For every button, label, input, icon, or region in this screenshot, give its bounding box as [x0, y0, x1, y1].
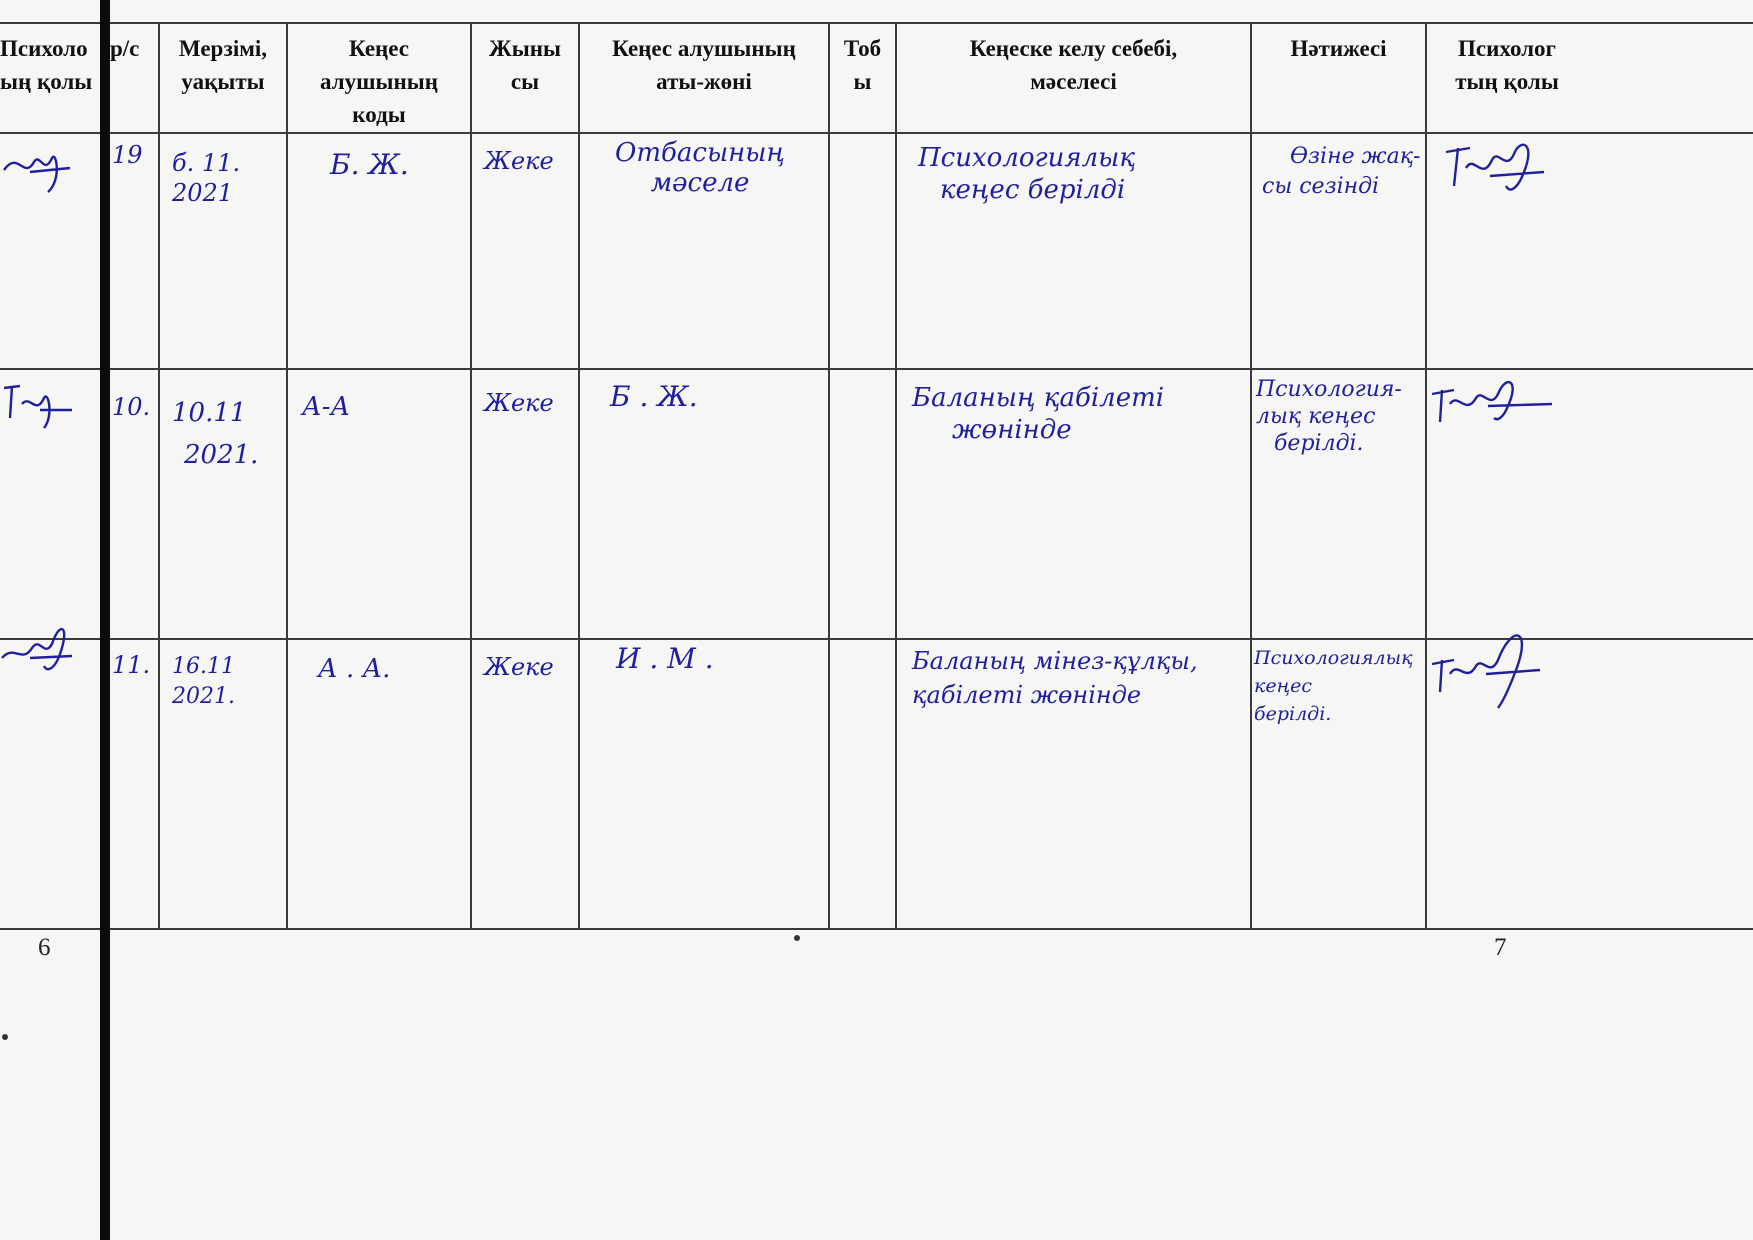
header-psych-sign: Психолог тың қолы: [1455, 36, 1559, 94]
row-gender: Жеке: [484, 389, 554, 417]
header-date-time: Мерзімі, уақыты: [178, 36, 268, 94]
scan-dot: [2, 1034, 8, 1040]
row-date: 10.11 2021.: [172, 398, 259, 470]
row-reason: Психологиялық кеңес берілді: [918, 143, 1136, 205]
row-client-name: Отбасының мәселе: [615, 138, 785, 198]
header-left-psych-sign: Психоло ың қолы: [0, 36, 93, 94]
scan-dot: [794, 935, 800, 941]
row-date: б. 11. 2021: [172, 149, 241, 207]
page-number-left: 6: [38, 934, 51, 961]
row-client-name: Б . Ж.: [610, 380, 698, 413]
row-client-code: А-А: [302, 392, 351, 422]
row-date: 16.11 2021.: [172, 654, 235, 709]
row-number: 10.: [112, 393, 151, 421]
book-binding: [100, 0, 110, 1240]
row-number: 19: [112, 141, 143, 169]
row-client-code: А . А.: [318, 654, 391, 684]
row-gender: Жеке: [484, 653, 554, 681]
header-number: р/с: [110, 36, 140, 61]
row-result: Өзіне жақ- сы сезінді: [1262, 144, 1421, 199]
signature-right-3: [1428, 620, 1548, 710]
header-client-code: Кеңес алушының коды: [320, 36, 438, 127]
row-reason: Баланың қабілеті жөнінде: [912, 383, 1165, 445]
signature-left-1: [0, 140, 80, 200]
header-group: Тоб ы: [843, 36, 882, 94]
signature-left-3: [0, 614, 80, 684]
row-result: Психологиялық кеңес берілді.: [1254, 647, 1413, 725]
row-number: 11.: [112, 651, 151, 679]
signature-right-2: [1428, 370, 1558, 430]
header-result: Нәтижесі: [1290, 36, 1387, 61]
row-result: Психология- лық кеңес берілді.: [1256, 377, 1402, 456]
row-reason: Баланың мінез-құлқы, қабілеті жөнінде: [912, 647, 1198, 709]
row-client-code: Б. Ж.: [330, 148, 409, 181]
page-number-right: 7: [1494, 934, 1507, 961]
row-client-name: И . М .: [616, 642, 714, 675]
header-client-name: Кеңес алушының аты-жөні: [612, 36, 796, 94]
signature-left-2: [0, 374, 80, 434]
row-gender: Жеке: [484, 147, 554, 175]
header-reason: Кеңеске келу себебі, мәселесі: [969, 36, 1178, 94]
signature-right-1: [1440, 132, 1550, 202]
header-gender: Жыны сы: [489, 36, 561, 94]
